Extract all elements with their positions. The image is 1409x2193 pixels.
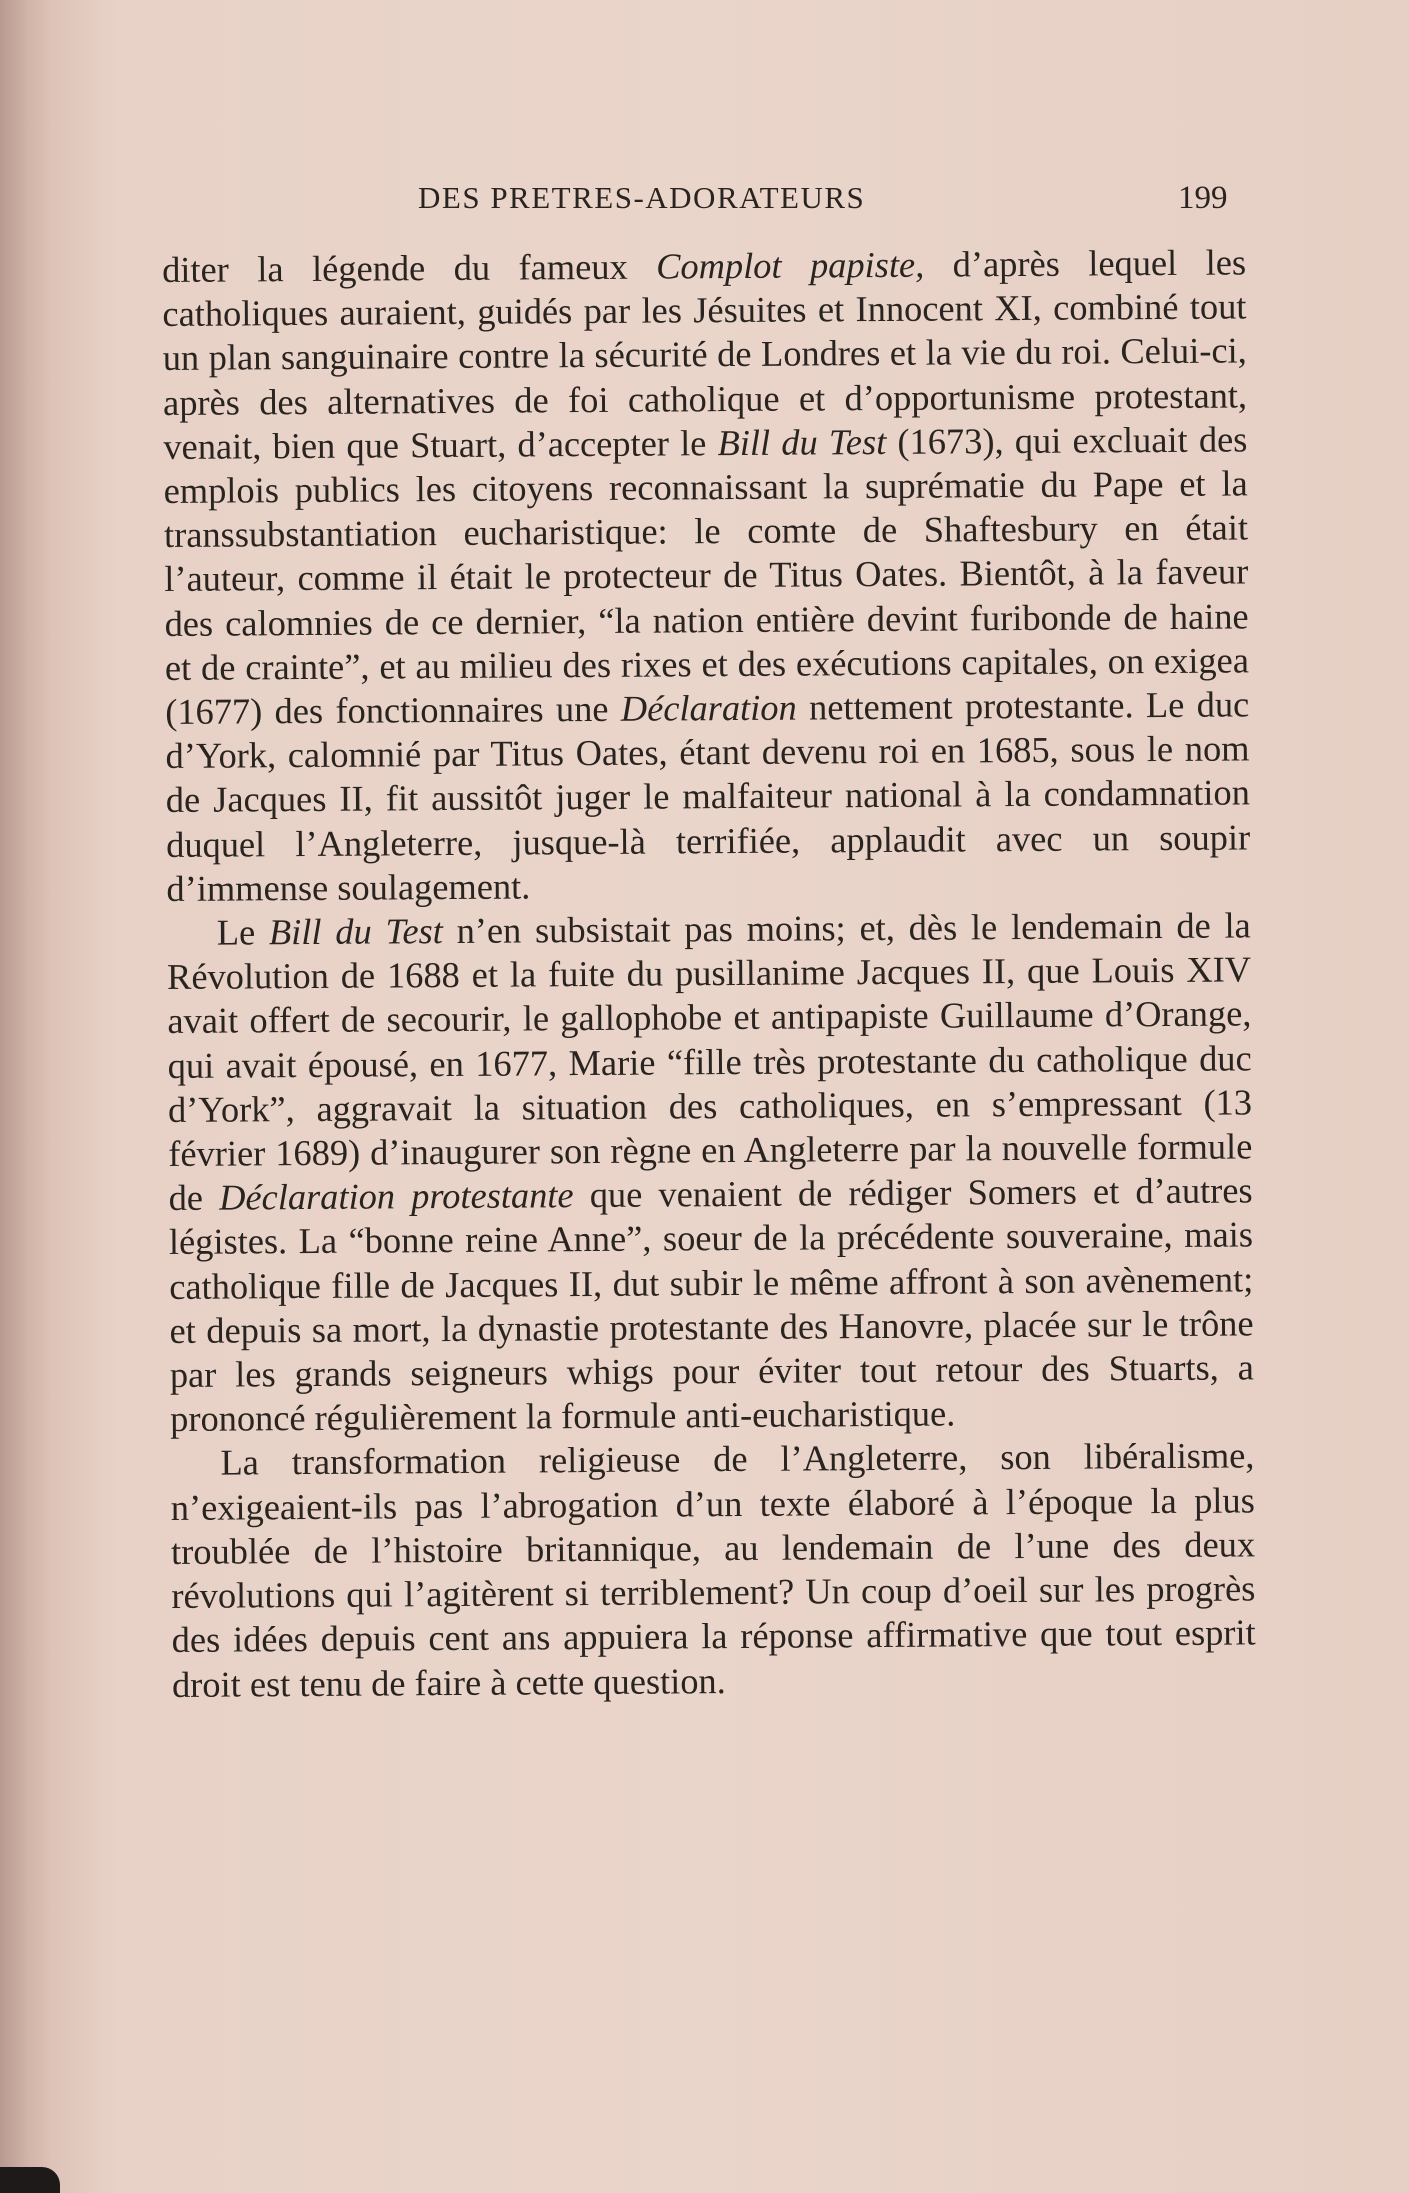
text-run: diter la légende du fameux (162, 246, 657, 290)
text-run: que venaient de rédiger Somers et d’autres légistes. La “bonne reine Anne”, soeur de la précédente souveraine, mais catholique fille de Jacques II, dut subir le même affront à son avènement; et depuis sa mort, la dynastie protestante des Hanovre, placée sur le trône par les grands seigneurs whigs pour éviter tout retour des Stuarts, a prononcé régulièrement la formule anti-eucharistique. (168, 1170, 1254, 1440)
italic-run: Bill du Test (717, 421, 887, 463)
text-run: Le (216, 912, 270, 953)
text-run: n’en subsistait pas moins; et, dès le lendemain de la Révolution de 1688 et la fuite du pusillanime Jacques II, que Louis XIV avait offert de secourir, le gallophobe et antipapiste Guillaume d’Orange, qui avait épousé, en 1677, Marie “fille très protestante du catholique duc d’York”, aggravait la situation des catholiques, en s’empressant (13 février 1689) d’inaugurer son règne en Angleterre par la nouvelle formule de (166, 905, 1253, 1219)
text-run: nettement protestante. Le duc d’York, calomnié par Titus Oates, étant devenu roi en 1685, sous le nom de Jacques II, fit aussitôt juger le malfaiteur national à la condamnation duquel l’Angleterre, jusque-là terrifiée, applaudit avec un soupir d’immense soulagement. (165, 684, 1251, 909)
running-head: DES PRETRES-ADORATEURS (418, 180, 866, 215)
italic-run: Déclaration (620, 687, 797, 729)
paragraph-2 (167, 903, 1255, 1441)
italic-run: Complot papiste, (656, 244, 925, 287)
page-gutter (0, 0, 52, 2193)
italic-run: Déclaration protestante (219, 1175, 574, 1218)
paragraph-3 (170, 1434, 1256, 1707)
paragraph-1 (162, 240, 1251, 911)
page-edge-shadow (0, 2167, 60, 2193)
body-text (162, 240, 1256, 1706)
text-run: d’après lequel les catholiques auraient, guidés par les Jésuites et Innocent XI, combiné tout un plan sanguinaire contre la sécurité de Londres et la vie du roi. Celui-ci, après des alternatives de foi catholique et d’opportunisme protestant, venait, bien que Stuart, d’accepter le (162, 242, 1248, 467)
italic-run: Bill du Test (268, 911, 443, 953)
text-run: (1673), qui excluait des emplois publics les citoyens reconnaissant la suprématie du Pape et la transsubstantiation eucharistique: le comte de Shaftesbury en était l’auteur, comme il était le protecteur de Titus Oates. Bientôt, à la faveur des calomnies de ce dernier, “la nation entière devint furibonde de haine et de crainte”, et au milieu des rixes et des exécutions capitales, on exigea (1677) des fonctionnaires une (163, 419, 1250, 733)
text-run: La transformation religieuse de l’Angleterre, son libéralisme, n’exigeaient-ils pas l’abrogation d’un texte élaboré à l’époque la plus troublée de l’histoire britannique, au lendemain de l’une des deux révolutions qui l’agitèrent si terriblement? Un coup d’oeil sur les progrès des idées depuis cent ans appuiera la réponse affirmative que tout esprit droit est tenu de faire à cette question. (170, 1435, 1256, 1705)
page-number: 199 (1178, 180, 1228, 216)
